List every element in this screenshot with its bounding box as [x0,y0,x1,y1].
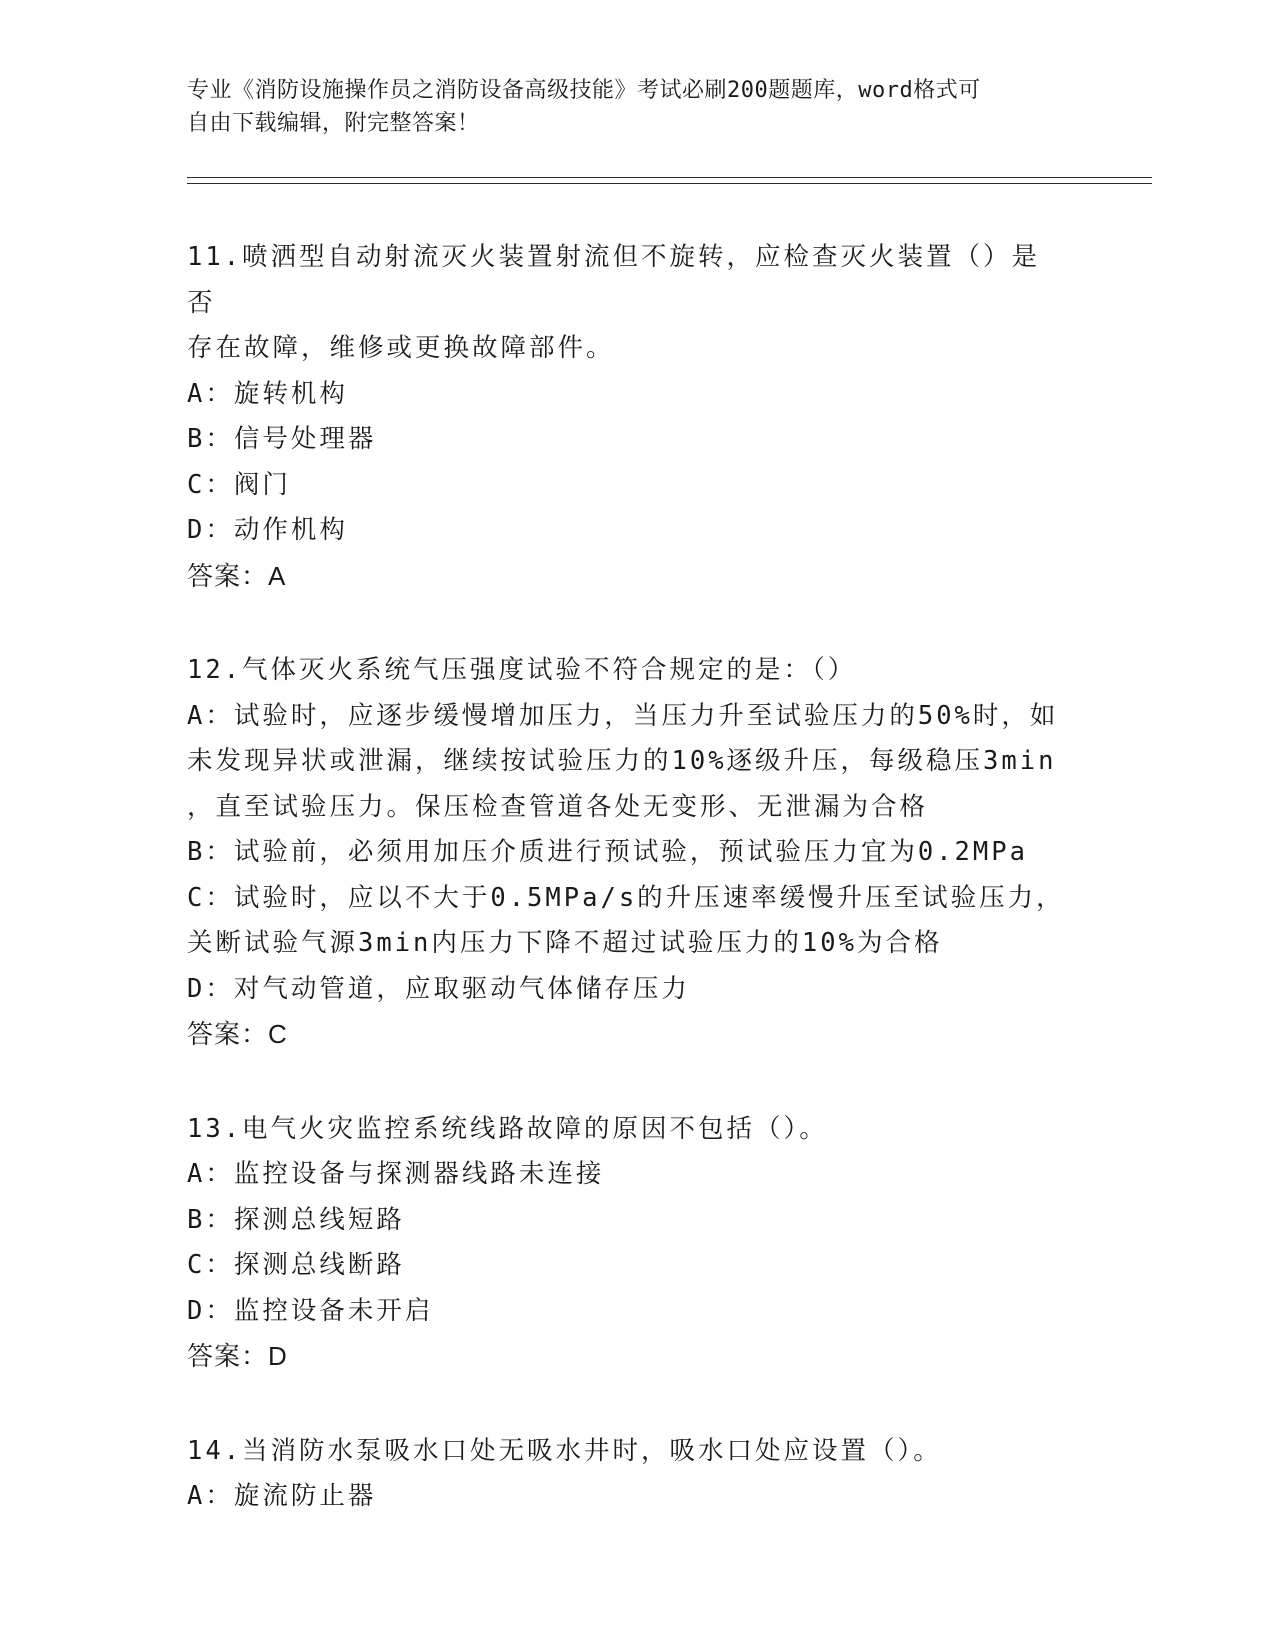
option-b: B：试验前，必须用加压介质进行预试验，预试验压力宜为0.2MPa [187,837,1028,867]
answer-line: 答案：A [187,560,287,591]
header-divider-top [187,177,1152,178]
header-line-2: 自由下载编辑，附完整答案！ [187,111,480,136]
answer-line: 答案：C [187,1019,288,1049]
header-line-1: 专业《消防设施操作员之消防设备高级技能》考试必刷200题题库，word格式可 [187,78,981,103]
option-a: A：监控设备与探测器线路未连接 [187,1159,605,1189]
option-c-cont: 关断试验气源3min内压力下降不超过试验压力的10%为合格 [187,928,943,958]
option-c: C：试验时，应以不大于0.5MPa/s的升压速率缓慢升压至试验压力， [187,882,1065,913]
option-c: C：阀门 [187,469,291,500]
answer-line: 答案：D [187,1341,288,1371]
option-a: A：旋流防止器 [187,1481,377,1511]
question-list [187,235,1067,1569]
question-14 [187,1429,1067,1520]
question-13 [187,1107,1067,1380]
option-d: D：对气动管道，应取驱动气体储存压力 [187,973,690,1004]
option-d: D：动作机构 [187,515,348,545]
question-stem: 存在故障，维修或更换故障部件。 [187,333,615,363]
option-a: A：旋转机构 [187,378,348,409]
document-header [187,74,1067,140]
option-b: B：信号处理器 [187,424,377,454]
option-b: B：探测总线短路 [187,1204,405,1235]
option-d: D：监控设备未开启 [187,1295,434,1326]
question-stem: 13.电气火灾监控系统线路故障的原因不包括（）。 [187,1113,828,1144]
option-a-cont: 未发现异状或泄漏，继续按试验压力的10%逐级升压，每级稳压3min [187,746,1057,776]
header-divider-bottom [187,183,1152,184]
option-c: C：探测总线断路 [187,1250,405,1280]
question-stem: 11.喷洒型自动射流灭火装置射流但不旋转，应检查灭火装置（）是否 [187,242,1041,318]
question-11 [187,235,1067,599]
option-a: A：试验时，应逐步缓慢增加压力，当压力升至试验压力的50%时，如 [187,700,1059,731]
option-a-cont: ，直至试验压力。保压检查管道各处无变形、无泄漏为合格 [187,791,929,822]
question-stem: 14.当消防水泵吸水口处无吸水井时，吸水口处应设置（）。 [187,1435,942,1466]
question-12 [187,648,1067,1058]
question-stem: 12.气体灭火系统气压强度试验不符合规定的是：（） [187,655,857,685]
